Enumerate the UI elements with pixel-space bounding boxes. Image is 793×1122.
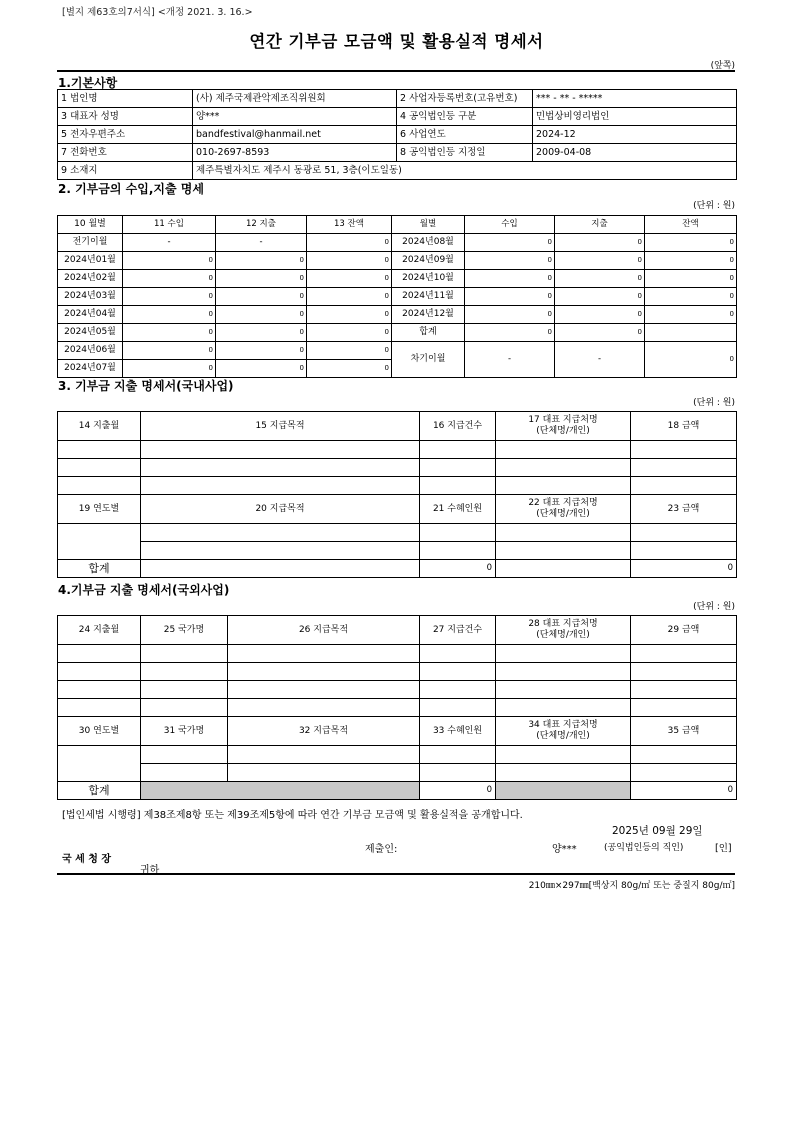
month-cell: 2024년03월 <box>58 288 123 306</box>
label-cell: 7 전화번호 <box>58 144 193 162</box>
income-cell: - <box>123 234 216 252</box>
section-2-title: 2. 기부금의 수입,지출 명세 <box>58 182 204 196</box>
balance-cell: 0 <box>645 288 737 306</box>
income-cell: 0 <box>123 342 216 360</box>
balance-cell: 0 <box>645 234 737 252</box>
table-row <box>58 342 737 360</box>
column-header: 22 대표 지급처명 (단체명/개인) <box>496 495 631 524</box>
legal-note: [법인세법 시행령] 제38조제8항 또는 제39조제5항에 따라 연간 기부금 모금액 및 활용실적을 공개합니다. <box>62 810 523 821</box>
column-header: 지출 <box>555 216 645 234</box>
income-cell: 0 <box>465 252 555 270</box>
table-row <box>58 663 737 681</box>
total-amount: 0 <box>631 560 737 578</box>
shaded-cell <box>141 782 420 800</box>
column-header: 28 대표 지급처명 (단체명/개인) <box>496 616 631 645</box>
column-header: 34 대표 지급처명 (단체명/개인) <box>496 717 631 746</box>
column-header: 32 지급목적 <box>228 717 420 746</box>
seal-mark: [인] <box>715 843 732 854</box>
table-row <box>58 764 737 782</box>
total-count: 0 <box>420 560 496 578</box>
income-expense-table <box>57 215 737 378</box>
column-header: 20 지급목적 <box>141 495 420 524</box>
total-label: 합계 <box>58 782 141 800</box>
column-header: 잔액 <box>645 216 737 234</box>
balance-cell: 0 <box>645 252 737 270</box>
label-cell: 5 전자우편주소 <box>58 126 193 144</box>
column-header: 16 지급건수 <box>420 412 496 441</box>
label-cell: 4 공익법인등 구분 <box>397 108 533 126</box>
table-row <box>58 324 737 342</box>
balance-cell: 0 <box>645 270 737 288</box>
column-header: 25 국가명 <box>141 616 228 645</box>
label-cell: 9 소재지 <box>58 162 193 180</box>
submitter-label: 제출인: <box>365 844 398 855</box>
paper-spec: 210㎜×297㎜[백상지 80g/㎡ 또는 중질지 80g/㎡] <box>528 881 735 891</box>
total-amount: 0 <box>631 782 737 800</box>
table-row <box>58 681 737 699</box>
section-1-title: 1.기본사항 <box>58 76 118 90</box>
column-header: 21 수혜인원 <box>420 495 496 524</box>
header-row <box>58 717 737 746</box>
header-row <box>58 216 737 234</box>
balance-cell: 0 <box>307 306 392 324</box>
expense-cell: 0 <box>216 288 307 306</box>
expense-cell: 0 <box>216 360 307 378</box>
header-row <box>58 616 737 645</box>
value-cell: 양*** <box>193 108 397 126</box>
table-row <box>58 108 737 126</box>
header-row <box>58 495 737 524</box>
income-cell: 0 <box>465 306 555 324</box>
label-cell: 1 법인명 <box>58 90 193 108</box>
value-cell: 2024-12 <box>533 126 737 144</box>
section-4-title: 4.기부금 지출 명세서(국외사업) <box>58 583 230 597</box>
table-row <box>58 441 737 459</box>
expense-cell: 0 <box>216 324 307 342</box>
value-cell: *** - ** - ***** <box>533 90 737 108</box>
carry-label-cell: 차기이월 <box>392 342 465 378</box>
column-header: 18 금액 <box>631 412 737 441</box>
unit-label: (단위 : 원) <box>693 201 735 211</box>
table-row <box>58 234 737 252</box>
total-label-cell: 합계 <box>392 324 465 342</box>
balance-cell: 0 <box>645 342 737 378</box>
balance-cell: 0 <box>307 234 392 252</box>
value-cell: (사) 제주국제관악제조직위원회 <box>193 90 397 108</box>
expense-cell: - <box>216 234 307 252</box>
month-cell: 2024년01월 <box>58 252 123 270</box>
table-row <box>58 477 737 495</box>
section-3-title: 3. 기부금 지출 명세서(국내사업) <box>58 379 234 393</box>
column-header: 19 연도별 <box>58 495 141 524</box>
income-cell: 0 <box>465 270 555 288</box>
value-cell: 010-2697-8593 <box>193 144 397 162</box>
label-cell: 3 대표자 성명 <box>58 108 193 126</box>
column-header: 11 수입 <box>123 216 216 234</box>
balance-cell: 0 <box>307 270 392 288</box>
column-header: 수입 <box>465 216 555 234</box>
month-cell: 2024년08월 <box>392 234 465 252</box>
value-cell: 민법상비영리법인 <box>533 108 737 126</box>
table-row <box>58 252 737 270</box>
column-header: 24 지출월 <box>58 616 141 645</box>
table-row <box>58 306 737 324</box>
form-label: [별지 제63호의7서식] <개정 2021. 3. 16.> <box>62 7 253 18</box>
column-header: 14 지출월 <box>58 412 141 441</box>
month-cell: 2024년10월 <box>392 270 465 288</box>
income-cell: 0 <box>123 306 216 324</box>
expense-cell: 0 <box>555 324 645 342</box>
submitter-name: 양*** <box>552 844 577 855</box>
label-cell: 6 사업연도 <box>397 126 533 144</box>
expense-cell: 0 <box>555 306 645 324</box>
income-cell: 0 <box>123 360 216 378</box>
shaded-cell <box>496 782 631 800</box>
table-row <box>58 144 737 162</box>
expense-cell: 0 <box>216 306 307 324</box>
expense-cell: - <box>555 342 645 378</box>
honorific: 귀하 <box>140 865 160 876</box>
balance-cell: 0 <box>307 288 392 306</box>
expense-cell: 0 <box>216 342 307 360</box>
month-cell: 2024년11월 <box>392 288 465 306</box>
table-row <box>58 542 737 560</box>
column-header: 23 금액 <box>631 495 737 524</box>
table-row <box>58 90 737 108</box>
column-header: 12 지출 <box>216 216 307 234</box>
month-cell: 2024년04월 <box>58 306 123 324</box>
column-header: 27 지급건수 <box>420 616 496 645</box>
page-title: 연간 기부금 모금액 및 활용실적 명세서 <box>249 32 544 51</box>
balance-cell <box>645 324 737 342</box>
total-count: 0 <box>420 782 496 800</box>
balance-cell: 0 <box>307 252 392 270</box>
month-cell: 2024년12월 <box>392 306 465 324</box>
income-cell: 0 <box>123 288 216 306</box>
header-row <box>58 412 737 441</box>
address-cell: 제주특별자치도 제주시 동광로 51, 3층(이도일동) <box>193 162 737 180</box>
expense-cell: 0 <box>555 252 645 270</box>
income-cell: 0 <box>465 234 555 252</box>
month-cell: 전기이월 <box>58 234 123 252</box>
balance-cell: 0 <box>307 342 392 360</box>
side-label: (앞쪽) <box>710 61 735 71</box>
column-header: 29 금액 <box>631 616 737 645</box>
top-rule <box>57 70 735 72</box>
income-cell: 0 <box>123 270 216 288</box>
table-row <box>58 126 737 144</box>
submit-date: 2025년 09월 29일 <box>612 825 703 837</box>
balance-cell: 0 <box>307 360 392 378</box>
recipient: 국 세 청 장 <box>62 854 112 865</box>
value-cell: 2009-04-08 <box>533 144 737 162</box>
month-cell: 2024년05월 <box>58 324 123 342</box>
table-row <box>58 746 737 764</box>
income-cell: 0 <box>465 288 555 306</box>
table-row <box>58 645 737 663</box>
month-cell: 2024년02월 <box>58 270 123 288</box>
total-row <box>58 782 737 800</box>
column-header: 35 금액 <box>631 717 737 746</box>
income-cell: 0 <box>123 324 216 342</box>
table-row <box>58 699 737 717</box>
income-cell: 0 <box>123 252 216 270</box>
column-header: 15 지급목적 <box>141 412 420 441</box>
expense-cell: 0 <box>216 270 307 288</box>
column-header: 17 대표 지급처명 (단체명/개인) <box>496 412 631 441</box>
table-row <box>58 459 737 477</box>
table-row <box>58 524 737 542</box>
month-cell: 2024년06월 <box>58 342 123 360</box>
table-row <box>58 270 737 288</box>
total-label: 합계 <box>58 560 141 578</box>
column-header: 13 잔액 <box>307 216 392 234</box>
column-header: 30 연도별 <box>58 717 141 746</box>
bottom-rule <box>57 873 735 875</box>
column-header: 월별 <box>392 216 465 234</box>
unit-label: (단위 : 원) <box>693 602 735 612</box>
month-cell: 2024년09월 <box>392 252 465 270</box>
expense-cell: 0 <box>555 234 645 252</box>
column-header: 31 국가명 <box>141 717 228 746</box>
total-row <box>58 560 737 578</box>
expense-cell: 0 <box>216 252 307 270</box>
balance-cell: 0 <box>307 324 392 342</box>
balance-cell: 0 <box>645 306 737 324</box>
label-cell: 2 사업자등록번호(고유번호) <box>397 90 533 108</box>
column-header: 26 지급목적 <box>228 616 420 645</box>
table-row <box>58 288 737 306</box>
income-cell: - <box>465 342 555 378</box>
basic-info-table <box>57 89 737 180</box>
overseas-expense-table <box>57 615 737 800</box>
table-row <box>58 162 737 180</box>
unit-label: (단위 : 원) <box>693 398 735 408</box>
submitter-role: (공익법인등의 직인) <box>604 843 684 853</box>
month-cell: 2024년07월 <box>58 360 123 378</box>
expense-cell: 0 <box>555 288 645 306</box>
value-cell: bandfestival@hanmail.net <box>193 126 397 144</box>
domestic-expense-table <box>57 411 737 578</box>
expense-cell: 0 <box>555 270 645 288</box>
column-header: 33 수혜인원 <box>420 717 496 746</box>
income-cell: 0 <box>465 324 555 342</box>
label-cell: 8 공익법인등 지정일 <box>397 144 533 162</box>
column-header: 10 월별 <box>58 216 123 234</box>
